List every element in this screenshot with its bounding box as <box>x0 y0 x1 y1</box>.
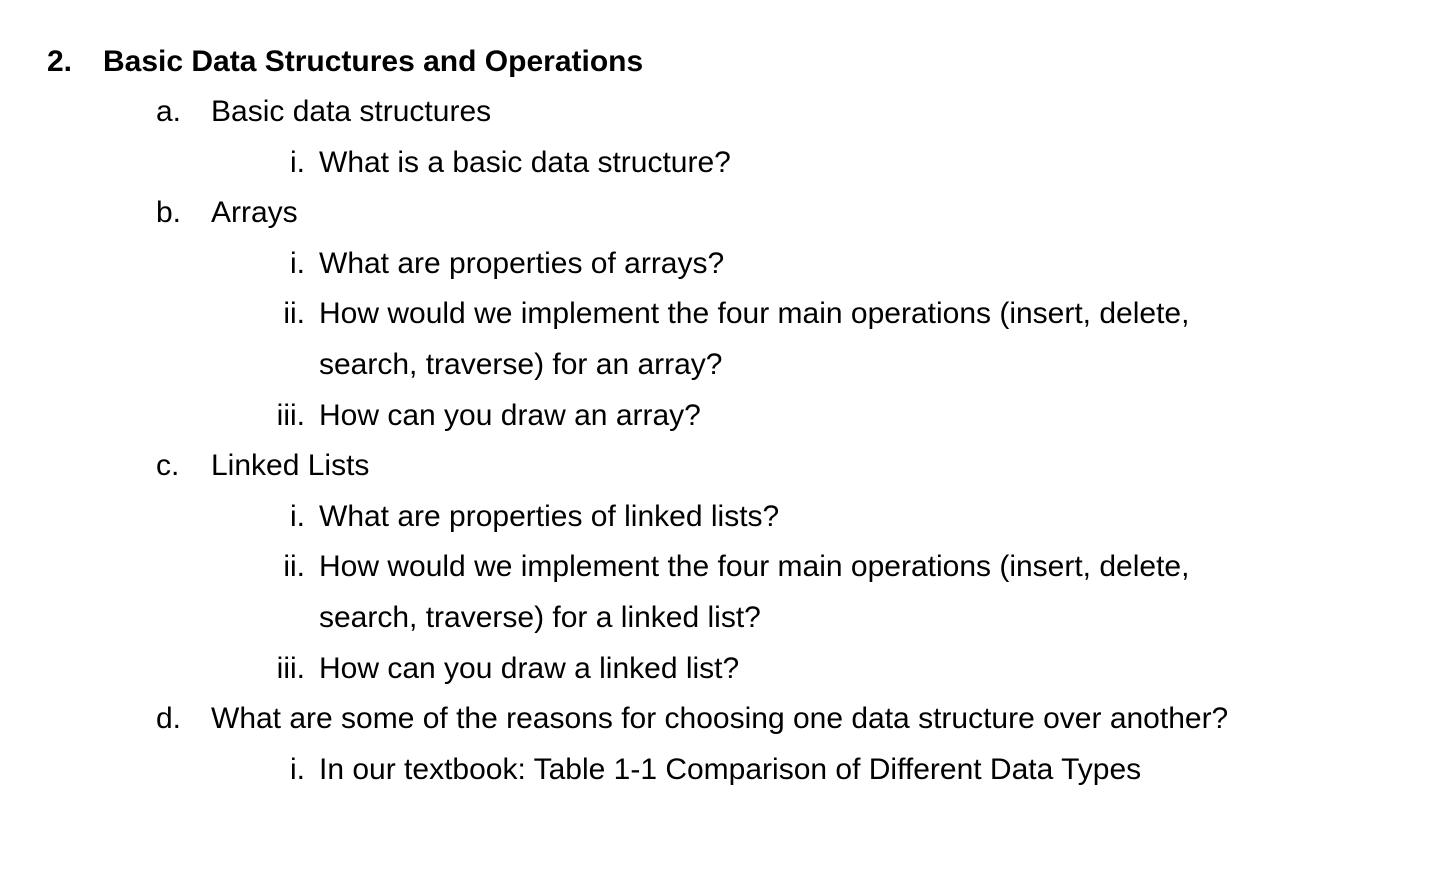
outline-document <box>0 36 1434 795</box>
outline-subitem-continuation <box>0 593 1434 644</box>
subitem-text: How can you draw a linked list? <box>319 651 740 685</box>
outline-item-c <box>0 441 1434 492</box>
outline-subitem <box>0 492 1434 543</box>
subitem-text: search, traverse) for an array? <box>319 347 723 381</box>
outline-item-b <box>0 188 1434 239</box>
subitem-text: How would we implement the four main operations (insert, delete, <box>319 550 1190 584</box>
subitem-text: What are properties of arrays? <box>319 246 725 280</box>
subitem-marker: i. <box>290 145 305 179</box>
section-heading <box>0 36 1434 87</box>
item-label: Linked Lists <box>211 449 370 483</box>
item-marker: b. <box>156 196 182 230</box>
subitem-text: How can you draw an array? <box>319 398 701 432</box>
section-number: 2. <box>47 45 73 78</box>
subitem-text: What is a basic data structure? <box>319 145 731 179</box>
outline-subitem <box>0 745 1434 796</box>
outline-item-d <box>0 694 1434 745</box>
outline-subitem <box>0 542 1434 593</box>
item-marker: c. <box>156 449 180 483</box>
subitem-marker: i. <box>290 246 305 280</box>
item-label: Arrays <box>211 196 298 230</box>
outline-subitem <box>0 644 1434 695</box>
subitem-marker: iii. <box>276 651 305 685</box>
subitem-marker: iii. <box>276 398 305 432</box>
outline-subitem-continuation <box>0 340 1434 391</box>
subitem-text: In our textbook: Table 1-1 Comparison of Different Data Types <box>319 752 1142 786</box>
section-title: Basic Data Structures and Operations <box>103 45 644 78</box>
outline-subitem <box>0 138 1434 189</box>
subitem-marker: ii. <box>283 550 305 584</box>
subitem-marker: i. <box>290 499 305 533</box>
subitem-text: How would we implement the four main operations (insert, delete, <box>319 297 1190 331</box>
item-label: What are some of the reasons for choosing one data structure over another? <box>211 702 1229 736</box>
outline-subitem <box>0 289 1434 340</box>
item-marker: d. <box>156 702 182 736</box>
item-marker: a. <box>156 95 182 128</box>
outline-item-a <box>0 87 1434 138</box>
outline-subitem <box>0 239 1434 290</box>
subitem-text: What are properties of linked lists? <box>319 499 780 533</box>
subitem-text: search, traverse) for a linked list? <box>319 600 761 634</box>
outline-subitem <box>0 391 1434 442</box>
item-label: Basic data structures <box>211 95 492 128</box>
subitem-marker: i. <box>290 752 305 786</box>
subitem-marker: ii. <box>283 297 305 331</box>
